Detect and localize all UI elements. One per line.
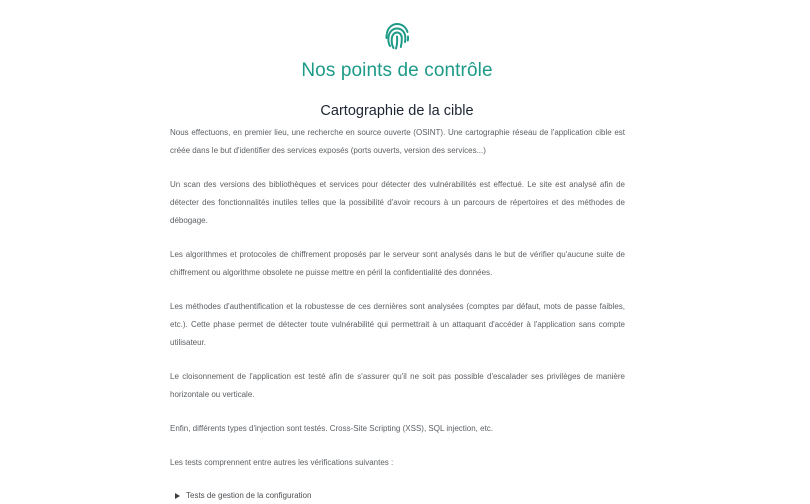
paragraph-crypto: Les algorithmes et protocoles de chiffrement proposés par le serveur sont analysés dans le but de vérifier qu'aucune suite de chiffrement ou algorithme obsolete ne puisse mettre en péril la confidentialité des données.	[170, 250, 625, 277]
subsection-title: Cartographie de la cible	[320, 103, 474, 119]
checks-list	[170, 488, 625, 504]
paragraph-tests-intro: Les tests comprennent entre autres les vérifications suivantes :	[170, 458, 394, 467]
paragraph-auth: Les méthodes d'authentification et la robustesse de ces dernières sont analysées (comptes par défaut, mots de passe faibles, etc.). Cette phase permet de détecter toute vulnérabilité qui permettrait à un attaquant d'accéder à l'application sans compte utilisateur.	[170, 302, 625, 347]
paragraph-privileges: Le cloisonnement de l'application est testé afin de s'assurer qu'il ne soit pas possible d'escalader ses privilèges de manière horizontale ou verticale.	[170, 372, 625, 399]
list-item-label: Tests de gestion de la configuration	[186, 491, 312, 500]
content-body	[170, 124, 625, 504]
triangle-right-icon	[175, 493, 180, 499]
paragraph-injection: Enfin, différents types d'injection sont testés. Cross-Site Scripting (XSS), SQL injection, etc.	[170, 424, 494, 433]
section-title: Nos points de contrôle	[301, 60, 493, 81]
fingerprint-icon	[382, 21, 412, 51]
paragraph-scan: Un scan des versions des bibliothèques et services pour détecter des vulnérabilités est effectué. Le site est analysé afin de détecter des fonctionnalités inutiles telles que la possibilité d'avoir recours à un parcours de répertoires et des méthodes de débogage.	[170, 180, 625, 225]
paragraph-osint: Nous effectuons, en premier lieu, une recherche en source ouverte (OSINT). Une cartographie réseau de l'application cible est créée dans le but d'identifier des services exposés (ports ouverts, version des services...)	[170, 128, 625, 155]
list-item	[170, 488, 625, 504]
